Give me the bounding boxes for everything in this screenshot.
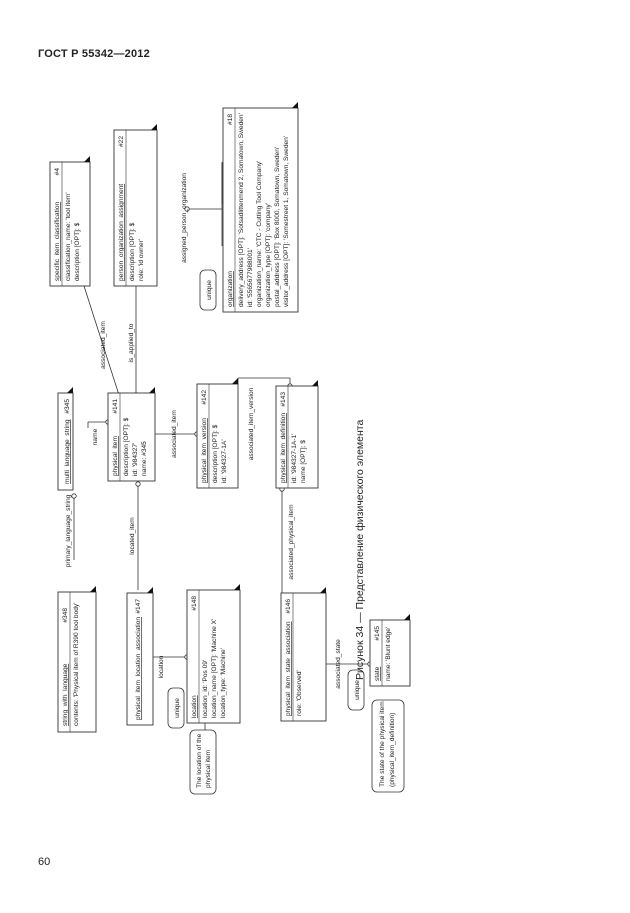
entity-line: postal_address [OPT]: 'Box 8000, Somatown, Sweden' [274,146,281,307]
entity-line: classification_name: 'tool item' [65,192,72,281]
entity-title: physical_item_definition [280,412,287,483]
label-is-applied-to: is_applied_to [128,323,135,363]
entity-title: specific_item_classification [54,201,61,281]
entity-title: multi_language_string [64,419,71,484]
entity-line: description [OPT]: $ [123,417,130,476]
unique-pill-location [168,688,184,728]
entity-title: physical_item [112,436,119,476]
note-state [372,700,404,792]
entity-person-organization-assignment [114,124,157,286]
entity-physical-item-location-association [127,587,153,725]
entity-line: description [OPT]: $ [212,424,219,483]
entity-title: state [374,666,381,681]
entity-line: name: 'Blunt edge' [385,626,392,681]
entity-line: location_type: 'Machine' [220,648,227,718]
label-associated-item-version: associated_item_version [248,387,255,461]
entity-id: #345 [64,399,71,414]
entity-id: #142 [201,390,208,405]
note-location [190,730,216,794]
entity-title: person_organization_assignment [118,183,125,281]
entity-title: organization [227,271,234,307]
entity-physical-item-state-association [281,587,326,721]
unique-label: unique [206,280,213,300]
label-associated-item-2: associated_item [171,410,178,458]
entity-id: #141 [112,399,119,414]
label-location: location [158,655,165,679]
entity-multi-language-string [58,387,73,490]
entity-title: string_with_language [62,663,69,726]
entity-location [187,584,240,723]
entity-id: #4 [54,168,61,176]
entity-id: #145 [374,626,381,641]
entity-line: role: 'id owner' [138,238,145,281]
entity-state [370,614,410,686]
entity-physical-item-definition [276,380,318,488]
entity-id: #146 [285,599,292,614]
entity-line: id: '5565677988001' [247,248,254,307]
entity-title: location [191,695,198,718]
entity-organization [223,102,298,312]
page-number: 60 [38,856,51,868]
entity-physical-item [108,387,155,481]
entity-specific-item-classification [50,156,90,286]
label-associated-state: associated_state [335,639,342,689]
entity-id: #18 [227,114,234,126]
entity-id: #143 [280,392,287,407]
entity-line: id: '984327' [132,442,139,476]
unique-label: unique [174,698,181,718]
entity-line: visitor_address [OPT]: 'Somestreet 1, Somatown, Sweden' [283,135,290,307]
note-line: (physical_item_definition) [389,712,396,787]
entity-physical-item-version [197,378,238,488]
entity-line: location_name [OPT]: 'Machine X' [211,618,218,718]
entity-line: location_id: 'Pos 09' [202,659,209,718]
entity-title: physical_item_state_association [285,621,292,716]
figure-caption: Рисунок 34 — Представление физического элемента [354,419,366,680]
entity-line: role: 'Observed' [296,670,303,716]
entity-line: description [OPT]: $ [129,222,136,281]
label-located-item: located_item [129,517,136,555]
entity-id: #148 [191,596,198,611]
entity-string-with-language [58,586,96,732]
unique-label: unique [354,680,361,700]
entity-title: physical_item_version [201,418,208,483]
note-line: physical item [205,749,212,788]
entity-line: organization_name: 'CTC - Cutting Tool Company' [256,160,263,307]
entity-line: contents: 'Physical item of R390 tool body' [73,602,80,726]
note-line: The location of the [196,733,203,788]
entity-line: organization_type [OPT]: 'company' [265,202,272,307]
entity-line: name: #345 [141,441,148,476]
label-associated-physical-item: associated_physical_item [288,504,295,580]
entity-title: physical_item_location_association [135,617,142,720]
entity-line: delivery_address [OPT]: 'Sotsadlittenmend 2, Somatown, Sweden' [238,113,245,307]
note-line: The state of the physical item [379,701,386,787]
entity-line: name [OPT]: $ [300,440,307,483]
unique-pill-organization [200,270,216,310]
label-name: name [92,428,99,446]
label-associated-item: associated_item [100,321,107,369]
standard-header: ГОСТ Р 55342—2012 [38,48,150,60]
label-primary-language-string: primary_language_string [65,494,72,568]
entity-id: #348 [62,608,69,623]
entity-line: id: '984327-1A-1' [291,433,298,483]
entity-id: #22 [118,136,125,148]
label-assigned-person-organization: assigned_person_organization [181,173,188,263]
entity-line: id: '984327-1A' [221,439,228,483]
entity-id: #147 [135,599,142,614]
entity-line: description [OPT]: $ [74,222,81,281]
